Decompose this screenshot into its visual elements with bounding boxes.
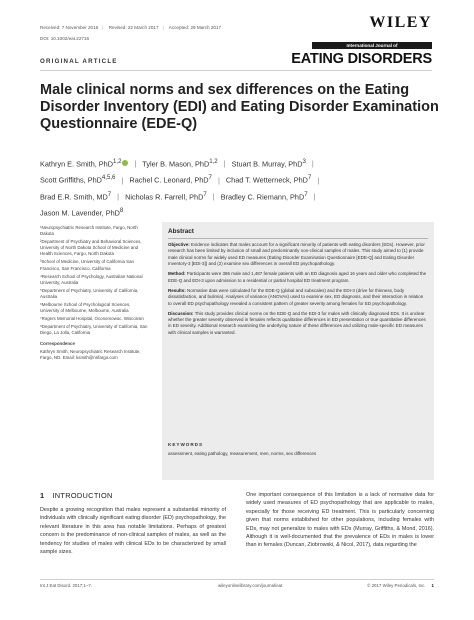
abstract-heading: Abstract bbox=[168, 228, 194, 235]
affiliation: ⁷Rogers Memorial Hospital, Oconomowoc, Wisconsin bbox=[40, 316, 144, 322]
author-list: Kathryn E. Smith, PhD$^{1,2}$ | Tyler B. Mason, PhD$^{1,2}$ | Stuart B. Murray, PhD$^3$ | Scott Griffiths, PhD$^{4,5,6}$ | Rachel C. Leonard, PhD$^7$ | Chad T. Wetterneck, PhD$^7$ | Brad E.R. Smith, $MD^7$ | Nicholas R. Farrell, PhD$^7$ | Bradley C. Riemann, PhD$^7$ | Jason M. Lavender, PhD$^8$ bbox=[40, 158, 320, 218]
article-dates: Received: 7 November 2016 | Revised: 22 March 2017 | Accepted: 29 March 2017 bbox=[40, 25, 222, 30]
doi[interactable]: DOI: 10.1002/eat.22716 bbox=[40, 36, 90, 41]
publisher-logo: WILEY bbox=[369, 14, 432, 31]
footer-right bbox=[367, 583, 434, 588]
page-number: 1 bbox=[431, 583, 434, 588]
section-title: INTRODUCTION bbox=[52, 491, 113, 500]
affiliation: ¹Neuropsychiatric Research Institute, Fargo, North Dakota bbox=[40, 225, 138, 237]
section-heading bbox=[40, 491, 113, 500]
author-affil: 4,5,6 bbox=[101, 174, 116, 182]
abstract-objective: Objective: Evidence indicates that males account for a significant minority of patients with eating disorders (EDs). However, prior research has been limited by inclusion of small and predominantly non-clinical samples of males. This study aimed to (1) provide male clinical norms for widely used ED measures (Eating Disorder Examination Questionnaire [EDE-Q] and Eating Disorder Inventory-3 [EDI-3]) and (2) examine sex differences in overall ED psychopathology. bbox=[168, 242, 425, 267]
intro-text-left: Despite a growing recognition that males represent a substantial minority of individuals with clinically significant eating disorder (ED) psychopathology, the relevant literature in this area has notable limitations. Perhaps of greatest concern is the predominance of non-clinical samples of males, as well as the tendency for studies of males with clinical EDs to be characterized by small sample sizes. bbox=[40, 507, 226, 556]
author-name[interactable]: Chad T. Wetterneck, PhD bbox=[225, 175, 308, 185]
abstract-results: Results: Normative data were calculated for the EDE-Q (global and subscales) and the EDI-3 (drive for thinness, body dissatisfaction, and bulimia). Analyses of variance (ANOVAs) used to examine sex, ED diagnosis, and their interaction in relation to overall ED psychopathology revealed a consistent pattern of greater severity among females for ED psychopathology. bbox=[168, 287, 424, 306]
affiliation: ⁸Department of Psychiatry, University of California, San Diego, La Jolla, California bbox=[40, 324, 148, 336]
author-name[interactable]: Scott Griffiths, PhD bbox=[40, 175, 102, 185]
author-affil: 1,2 bbox=[209, 158, 218, 165]
journal-citation: Int J Eat Disord. 2017;1–7. bbox=[40, 583, 92, 588]
author-name[interactable]: Bradley C. Riemann, PhD bbox=[220, 192, 305, 202]
author-affil: 3 bbox=[302, 158, 306, 165]
section-number: 1 bbox=[40, 491, 45, 500]
intro-text-right: One important consequence of this limitation is a lack of normative data for widely used measures of ED psychopathology that are applicable to males, especially for those receiving ED treatment. This is particularly concerning given that norms established for other populations, including females with EDs, may not generalize to males with EDs (Murray, Griffiths, & Mond, 2016). Although it is well-documented that the prevalence of EDs in males is lower than in females (Duncan, Ziobrowski, & Nicol, 2017), data regarding the bbox=[246, 492, 434, 549]
affiliations bbox=[40, 225, 148, 363]
author-affil: 7 bbox=[107, 190, 112, 198]
received-date: Received: 7 November 2016 bbox=[40, 25, 99, 30]
author-name[interactable]: Rachel C. Leonard, PhD bbox=[129, 175, 209, 185]
header-divider bbox=[40, 70, 432, 71]
copyright: © 2017 Wiley Periodicals, Inc. bbox=[367, 583, 426, 588]
author-affil: 8 bbox=[119, 207, 124, 215]
accepted-date: Accepted: 29 March 2017 bbox=[168, 25, 222, 30]
author-name[interactable]: Stuart B. Murray, PhD bbox=[231, 159, 303, 169]
author-name[interactable]: Tyler B. Mason, PhD bbox=[142, 159, 210, 169]
keywords-heading: KEYWORDS bbox=[168, 442, 204, 447]
article-type: ORIGINAL ARTICLE bbox=[40, 58, 118, 65]
author-name[interactable]: Kathryn E. Smith, PhD bbox=[40, 159, 113, 169]
affiliation: ⁵Department of Psychiatry, University of California, Australia bbox=[40, 287, 139, 299]
author-affil: 7 bbox=[307, 174, 312, 182]
revised-date: Revised: 22 March 2017 bbox=[108, 25, 159, 30]
author-name[interactable]: Brad E.R. Smith, MD bbox=[40, 192, 108, 202]
abstract-divider bbox=[168, 238, 428, 239]
journal-url[interactable]: wileyonlinelibrary.com/journal/eat bbox=[218, 583, 283, 588]
affiliation: ⁶Melbourne School of Psychological Sciences, University of Melbourne, Melbourne, Australia bbox=[40, 302, 131, 314]
journal-logo: EATING DISORDERS bbox=[291, 51, 432, 67]
correspondence: Kathryn Smith, Neuropsychiatric Research Institute, Fargo, ND. Email: ksmith@nrifargo.com bbox=[40, 348, 141, 360]
article-title: Male clinical norms and sex differences on the Eating Disorder Inventory (EDI) and Eating Disorder Examination Questionnaire (EDE-Q) bbox=[40, 82, 439, 132]
journal-logo-top: International Journal of bbox=[312, 42, 432, 49]
keywords: assessment, eating pathology, measurement, men, norms, sex differences bbox=[168, 451, 317, 456]
author-affil: 7 bbox=[208, 174, 212, 182]
footer-divider bbox=[40, 579, 434, 580]
correspondence-heading: Correspondence bbox=[40, 340, 75, 346]
abstract-body bbox=[168, 242, 428, 340]
affiliation: ³School of Medicine, University of California San Francisco, San Francisco, California bbox=[40, 259, 134, 271]
affiliation: ²Department of Psychiatry and Behavioral Sciences, University of North Dakota School of Medicine and Health Sciences, Fargo, North Dakota bbox=[40, 239, 142, 257]
author-affil: 7 bbox=[203, 190, 207, 198]
author-affil: 7 bbox=[304, 190, 308, 198]
affiliation: ⁴Research School of Psychology, Australian National University, Australia bbox=[40, 273, 143, 285]
author-name[interactable]: Nicholas R. Farrell, PhD bbox=[125, 192, 204, 202]
orcid-icon[interactable] bbox=[122, 160, 128, 166]
author-affil: 1,2 bbox=[113, 158, 122, 165]
abstract-discussion: Discussion: This study provides clinical norms on the EDE-Q and the EDI-3 for males with clinically diagnosed EDs. It is unclear whether the greater severity observed in females reflects qualitative differences in ED presentation or true quantitative differences in ED severity. Additional research examining the underlying nature of these differences and utilizing male-specific ED measures with clinical samples is warranted. bbox=[168, 310, 426, 335]
abstract-method: Method: Participants were 386 male and 1,487 female patients with an ED diagnosis aged 16 years and older who completed the EDE-Q and EDI-3 upon admission to a residential or partial hospital ED treatment program. bbox=[168, 271, 427, 283]
author-name[interactable]: Jason M. Lavender, PhD bbox=[40, 208, 120, 218]
